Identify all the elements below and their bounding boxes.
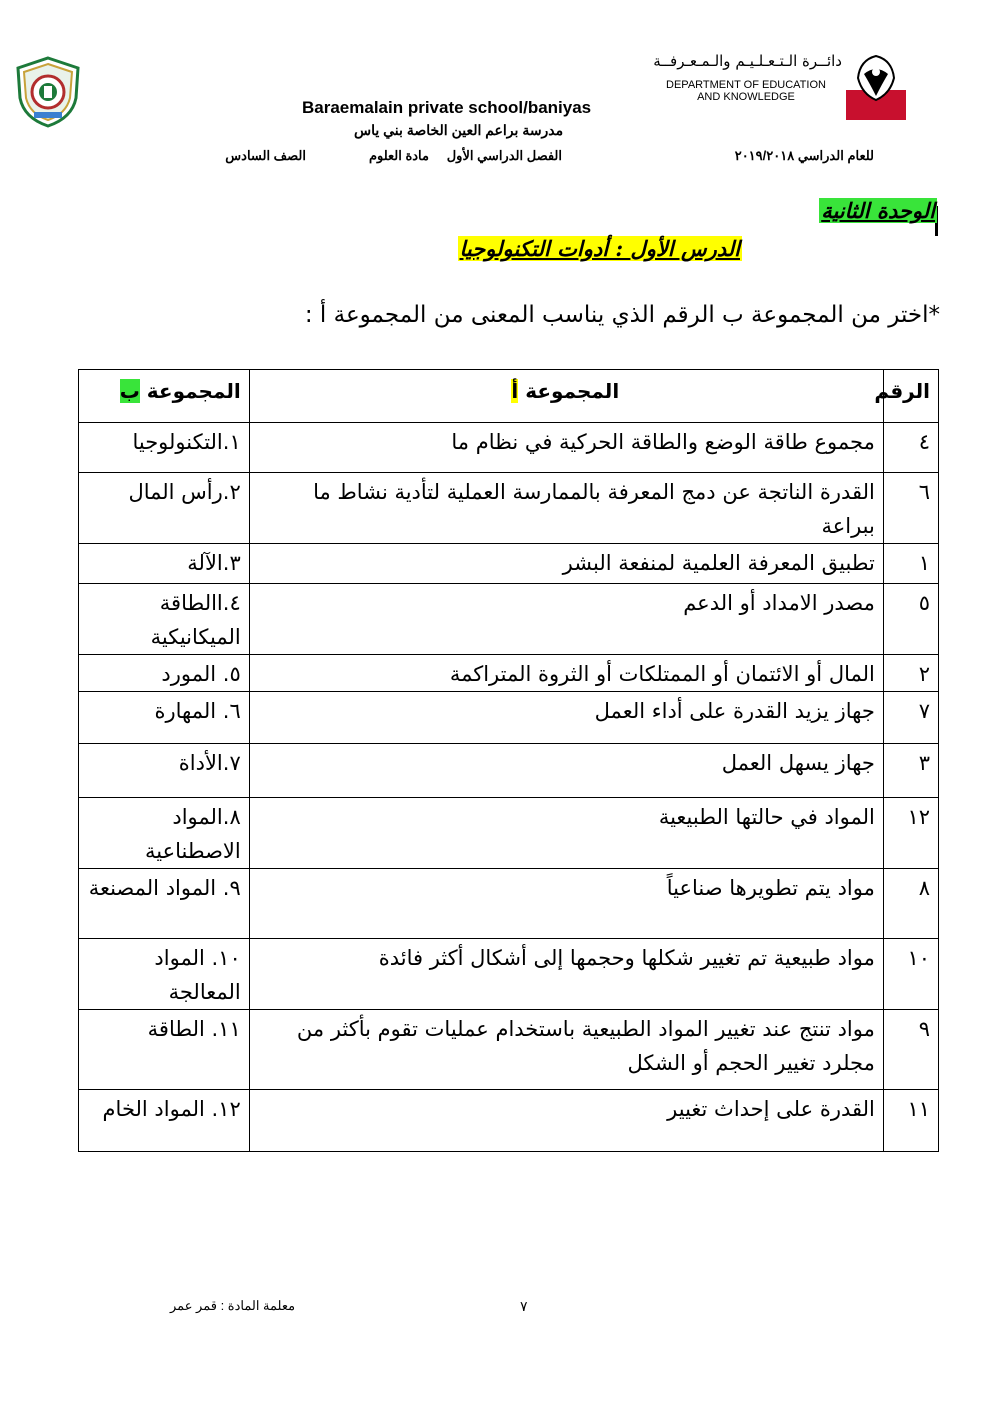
table-row <box>79 798 939 869</box>
header-group-b-text: المجموعة <box>139 379 241 403</box>
group-a-definition: القدرة على إحداث تغيير <box>249 1090 883 1152</box>
header-group-a-text: المجموعة <box>518 379 620 403</box>
header-group-b-mark: ب <box>119 379 140 403</box>
group-b-term: ٧.الأداة <box>79 744 250 798</box>
table-row <box>79 744 939 798</box>
lesson-title: الدرس الأول : أدوات التكنولوجيا <box>459 236 740 261</box>
department-name-english <box>650 79 842 103</box>
group-b-term: ١٢. المواد الخام <box>79 1090 250 1152</box>
table-row <box>79 692 939 744</box>
group-b-term: ٥. المورد <box>79 655 250 692</box>
answer-number: ٨ <box>883 869 938 939</box>
group-b-term: ٦. المهارة <box>79 692 250 744</box>
group-a-definition: مواد يتم تطويرها صناعياً <box>249 869 883 939</box>
group-b-term: ١.التكنولوجيا <box>79 423 250 473</box>
answer-number: ١ <box>883 544 938 584</box>
table-header-row <box>79 370 939 423</box>
subject: مادة العلوم <box>368 148 429 163</box>
exercise-instruction: *اختر من المجموعة ب الرقم الذي يناسب المعنى من المجموعة أ : <box>304 302 940 328</box>
school-name-arabic: مدرسة براعم العين الخاصة بني ياس <box>354 122 564 138</box>
header-group-b <box>79 370 250 423</box>
grade: الصف السادس <box>225 148 306 163</box>
header-number: الرقم <box>883 370 938 423</box>
answer-number: ٣ <box>883 744 938 798</box>
group-a-definition: جهاز يسهل العمل <box>249 744 883 798</box>
group-a-definition: مصدر الامداد أو الدعم <box>249 584 883 655</box>
table-row <box>79 423 939 473</box>
group-b-term: ٨.المواد الاصطناعية <box>79 798 250 869</box>
group-b-term: ١٠. المواد المعالجة <box>79 939 250 1010</box>
group-a-definition: تطبيق المعرفة العلمية لمنفعة البشر <box>249 544 883 584</box>
department-name-arabic: دائــرة الـتـعـلـيـم والـمـعـرفــة <box>653 52 842 70</box>
table-row <box>79 1010 939 1090</box>
group-b-term: ٣.الآلة <box>79 544 250 584</box>
answer-number: ١٢ <box>883 798 938 869</box>
group-a-definition: مجموع طاقة الوضع والطاقة الحركية في نظام ما <box>249 423 883 473</box>
answer-number: ٩ <box>883 1010 938 1090</box>
matching-table <box>78 369 939 1152</box>
group-b-term: ١١. الطاقة <box>79 1010 250 1090</box>
group-a-definition: مواد طبيعية تم تغيير شكلها وحجمها إلى أشكال أكثر فائدة <box>249 939 883 1010</box>
answer-number: ٤ <box>883 423 938 473</box>
table-row <box>79 655 939 692</box>
table-row <box>79 939 939 1010</box>
table-row <box>79 869 939 939</box>
page-number: ٧ <box>520 1298 528 1314</box>
answer-number: ٧ <box>883 692 938 744</box>
unit-title-text: الوحدة الثانية <box>821 198 935 223</box>
department-logo <box>842 50 910 122</box>
department-name-line-1: DEPARTMENT OF EDUCATION <box>666 79 826 91</box>
school-logo <box>14 56 82 128</box>
term: الفصل الدراسي الأول <box>446 148 562 163</box>
group-a-definition: القدرة الناتجة عن دمج المعرفة بالممارسة العملية لتأدية نشاط ما ببراعة <box>249 473 883 544</box>
table-row <box>79 1090 939 1152</box>
table-row <box>79 473 939 544</box>
department-name-line-2: AND KNOWLEDGE <box>697 91 795 103</box>
teacher-name: معلمة المادة : قمر عمر <box>170 1298 296 1313</box>
academic-year: للعام الدراسي ٢٠١٩/٢٠١٨ <box>734 148 874 163</box>
group-b-term: ٩. المواد المصنعة <box>79 869 250 939</box>
answer-number: ١٠ <box>883 939 938 1010</box>
group-a-definition: مواد تنتج عند تغيير المواد الطبيعية باستخدام عمليات تقوم بأكثر من مجلرد تغيير الحجم أو الشكل <box>249 1010 883 1090</box>
answer-number: ٦ <box>883 473 938 544</box>
unit-title <box>819 198 937 223</box>
table-row <box>79 584 939 655</box>
group-b-term: ٢.رأس المال <box>79 473 250 544</box>
group-b-term: ٤.االطاقة الميكانيكية <box>79 584 250 655</box>
header-group-a-mark: أ <box>511 379 519 403</box>
header-group-a <box>249 370 883 423</box>
answer-number: ٢ <box>883 655 938 692</box>
group-a-definition: المال أو الائتمان أو الممتلكات أو الثروة المتراكمة <box>249 655 883 692</box>
group-a-definition: جهاز يزيد القدرة على أداء العمل <box>249 692 883 744</box>
school-name-english: Baraemalain private school/baniyas <box>302 98 592 117</box>
answer-number: ١١ <box>883 1090 938 1152</box>
answer-number: ٥ <box>883 584 938 655</box>
group-a-definition: المواد في حالتها الطبيعية <box>249 798 883 869</box>
table-row <box>79 544 939 584</box>
